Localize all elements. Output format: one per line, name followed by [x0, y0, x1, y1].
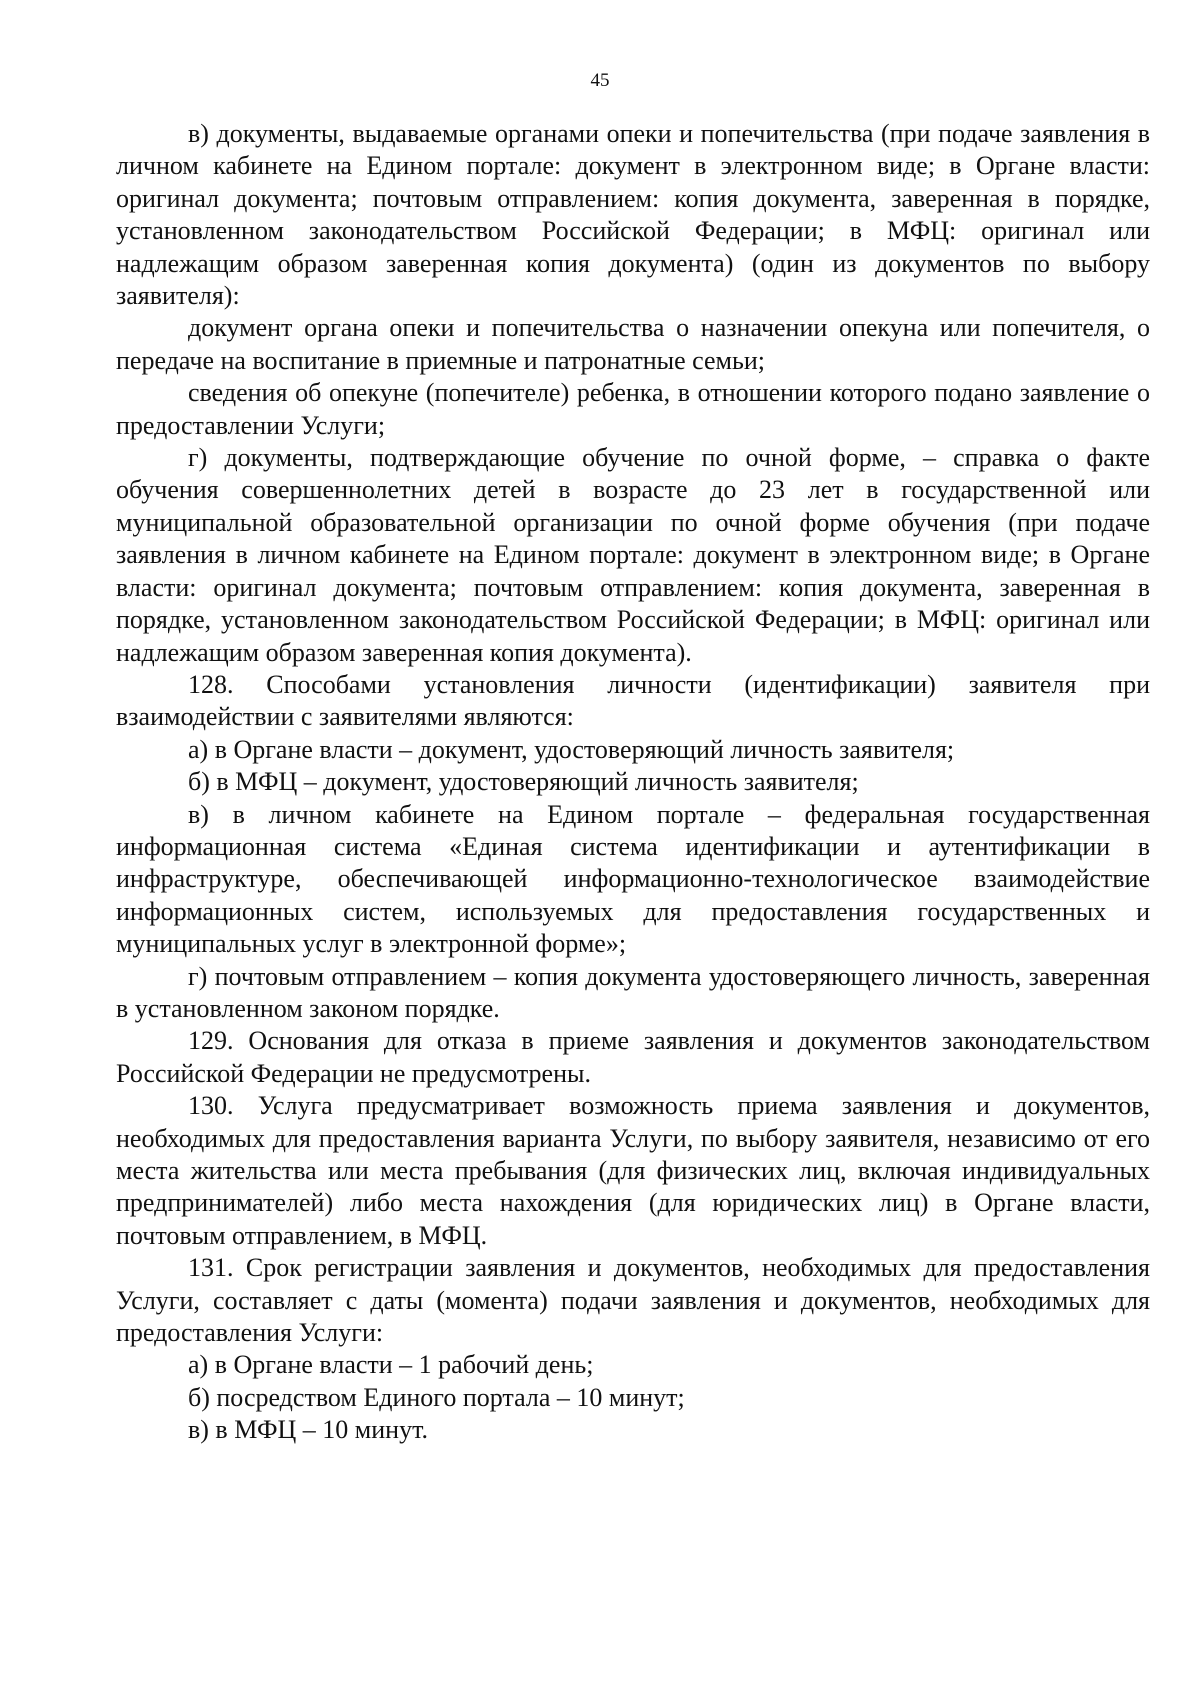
paragraph-131-b: б) посредством Единого портала – 10 минут; — [188, 1382, 685, 1412]
paragraph-128-b: б) в МФЦ – документ, удостоверяющий личность заявителя; — [188, 767, 859, 797]
paragraph-128-g: г) почтовым отправлением – копия документа удостоверяющего личность, заверенная в установленном законом порядке. — [116, 961, 1150, 1023]
paragraph-guardian-info: сведения об опекуне (попечителе) ребенка, в отношении которого подано заявление о предоставлении Услуги; — [116, 378, 1150, 440]
paragraph-v-guardianship-docs: в) документы, выдаваемые органами опеки и попечительства (при подаче заявления в личном кабинете на Едином портале: документ в электронном виде; в Органе власти: оригинал документа; почтовым отправлением: копия документа, заверенная в порядке, установленном законодательством Российской Федерации; в МФЦ: оригинал или надлежащим образом заверенная копия документа) (один из документов по выбору заявителя): — [116, 119, 1150, 311]
paragraph-128-v: в) в личном кабинете на Едином портале – федеральная государственная информационная система «Единая система идентификации и аутентификации в инфраструктуре, обеспечивающей информационно-технологическое взаимодействие информационных систем, используемых для предоставления государственных и муниципальных услуг в электронной форме»; — [116, 799, 1150, 959]
document-body — [116, 118, 1150, 1447]
paragraph-129: 129. Основания для отказа в приеме заявления и документов законодательством Российской Федерации не предусмотрены. — [116, 1026, 1150, 1088]
paragraph-130: 130. Услуга предусматривает возможность приема заявления и документов, необходимых для предоставления варианта Услуги, по выбору заявителя, независимо от его места жительства или места пребывания (для физических лиц, включая индивидуальных предпринимателей) либо места нахождения (для юридических лиц) в Органе власти, почтовым отправлением, в МФЦ. — [116, 1091, 1150, 1250]
paragraph-guardianship-decision: документ органа опеки и попечительства о назначении опекуна или попечителя, о передаче на воспитание в приемные и патронатные семьи; — [116, 313, 1150, 375]
page-number: 45 — [590, 70, 610, 91]
paragraph-g-study-docs: г) документы, подтверждающие обучение по очной форме, – справка о факте обучения совершеннолетних детей в возрасте до 23 лет в государственной или муниципальной образовательной организации по очной форме обучения (при подаче заявления в личном кабинете на Едином портале: документ в электронном виде; в Органе власти: оригинал документа; почтовым отправлением: копия документа, заверенная в порядке, установленном законодательством Российской Федерации; в МФЦ: оригинал или надлежащим образом заверенная копия документа). — [116, 443, 1150, 667]
paragraph-128-a: а) в Органе власти – документ, удостоверяющий личность заявителя; — [188, 734, 955, 764]
paragraph-131: 131. Срок регистрации заявления и документов, необходимых для предоставления Услуги, составляет с даты (момента) подачи заявления и документов, необходимых для предоставления Услуги: — [116, 1253, 1150, 1348]
paragraph-131-v: в) в МФЦ – 10 минут. — [188, 1415, 428, 1445]
paragraph-131-a: а) в Органе власти – 1 рабочий день; — [188, 1350, 594, 1380]
paragraph-128-identification: 128. Способами установления личности (идентификации) заявителя при взаимодействии с заявителями являются: — [116, 669, 1150, 732]
